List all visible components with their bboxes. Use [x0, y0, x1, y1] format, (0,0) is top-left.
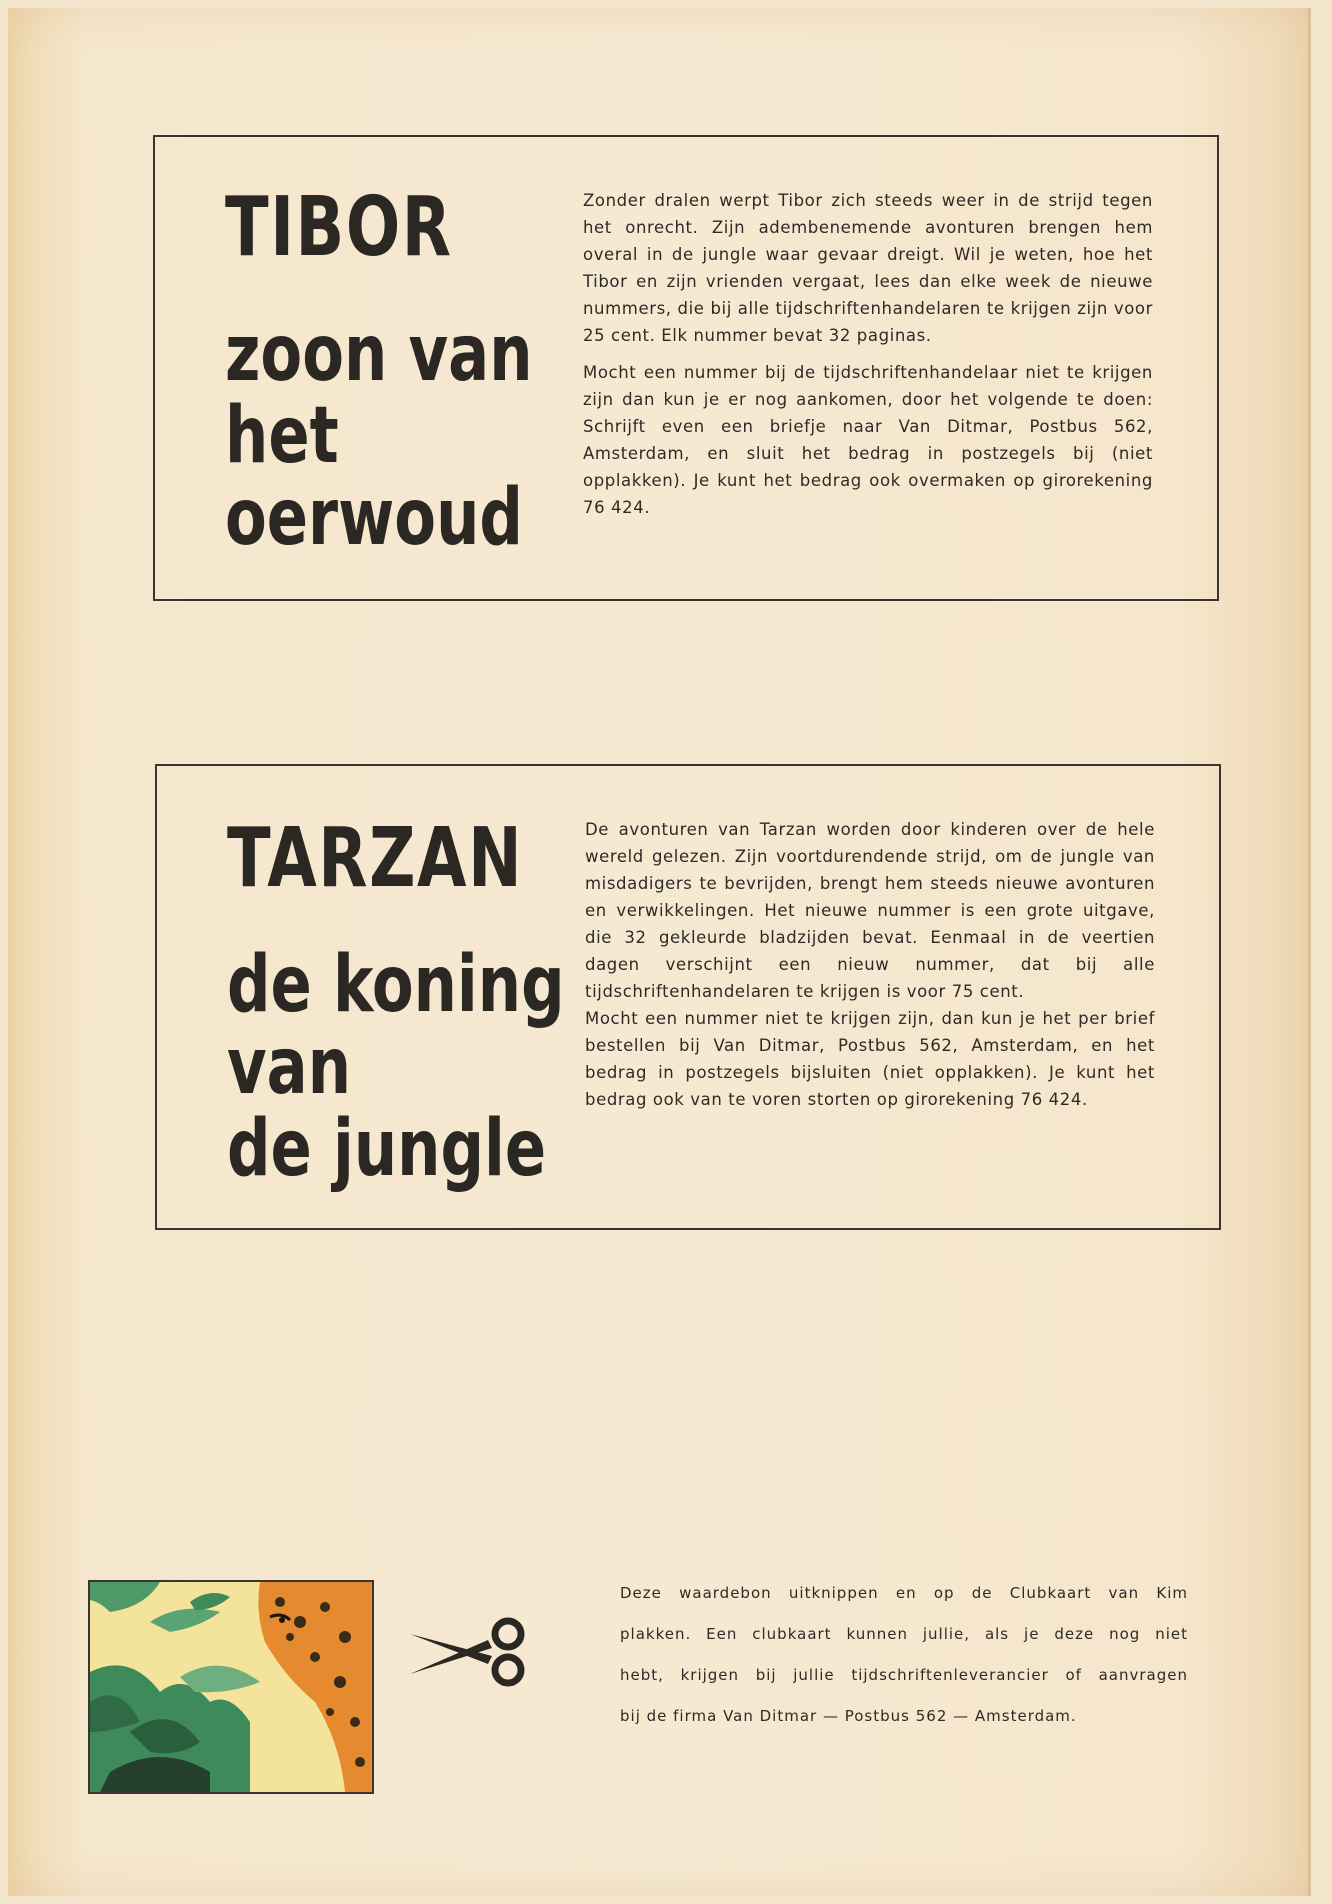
tibor-paragraph: Mocht een nummer bij de tijdschriftenhandelaar niet te krijgen zijn dan kun je er nog aankomen, door het volgende te doen: Schrijft even een briefje naar Van Ditmar, Postbus 562, Amsterdam, en sluit het bedrag in postzegels bij (niet opplakken). Je kunt het bedrag ook overmaken op girorekening 76 424.: [583, 363, 1153, 517]
tarzan-subtitle-line: de koning: [227, 940, 565, 1030]
tarzan-subtitle-line: de jungle: [227, 1104, 547, 1194]
tarzan-body-text: [585, 816, 1155, 1113]
coupon-line: hebt, krijgen bij jullie tijdschriftenleverancier of aanvragen: [620, 1666, 1188, 1684]
tibor-title-block: [225, 180, 533, 563]
tibor-body-text: [583, 187, 1153, 531]
magazine-page: [8, 8, 1311, 1896]
coupon-line: Deze waardebon uitknippen en op de Clubkaart van Kim: [620, 1584, 1188, 1602]
jungle-leopard-illustration: [88, 1580, 374, 1794]
tibor-title: TIBOR: [225, 180, 453, 275]
tibor-subtitle-line: het: [225, 391, 339, 481]
tarzan-title-block: [227, 811, 565, 1194]
coupon-line: bij de firma Van Ditmar — Postbus 562 — Amsterdam.: [620, 1707, 1077, 1725]
tarzan-paragraph: De avonturen van Tarzan worden door kinderen over de hele wereld gelezen. Zijn voortdurendende strijd, om de jungle van misdadigers te bevrijden, brengt hem steeds nieuwe avonturen en verwikkelingen. Het nieuwe nummer is een grote uitgave, die 32 gekleurde bladzijden bevat. Eenmaal in de veertien dagen verschijnt een nieuw nummer, dat bij alle tijdschriftenhandelaren te krijgen is voor 75 cent.: [585, 820, 1155, 1001]
tibor-subtitle-line: zoon van: [225, 309, 533, 399]
scissors-icon: [408, 1616, 530, 1688]
tibor-advert-box: [153, 135, 1219, 601]
tibor-subtitle-line: oerwoud: [225, 473, 523, 563]
tarzan-subtitle-line: van: [227, 1022, 352, 1112]
tarzan-paragraph: Mocht een nummer niet te krijgen zijn, dan kun je het per brief bestellen bij Van Ditmar, Postbus 562, Amsterdam, en het bedrag in postzegels bijsluiten (niet opplakken). Je kunt het bedrag ook van te voren storten op girorekening 76 424.: [585, 1009, 1155, 1109]
tarzan-title: TARZAN: [227, 811, 524, 906]
tarzan-advert-box: [155, 764, 1221, 1230]
coupon-instructions: [620, 1573, 1188, 1737]
coupon-line: plakken. Een clubkaart kunnen jullie, als je deze nog niet: [620, 1625, 1188, 1643]
tibor-paragraph: Zonder dralen werpt Tibor zich steeds weer in de strijd tegen het onrecht. Zijn adembenemende avonturen brengen hem overal in de jungle waar gevaar dreigt. Wil je weten, hoe het Tibor en zijn vrienden vergaat, lees dan elke week de nieuwe nummers, die bij alle tijdschriftenhandelaren te krijgen zijn voor 25 cent. Elk nummer bevat 32 paginas.: [583, 191, 1153, 345]
jungle-leopard-icon: [90, 1582, 372, 1792]
